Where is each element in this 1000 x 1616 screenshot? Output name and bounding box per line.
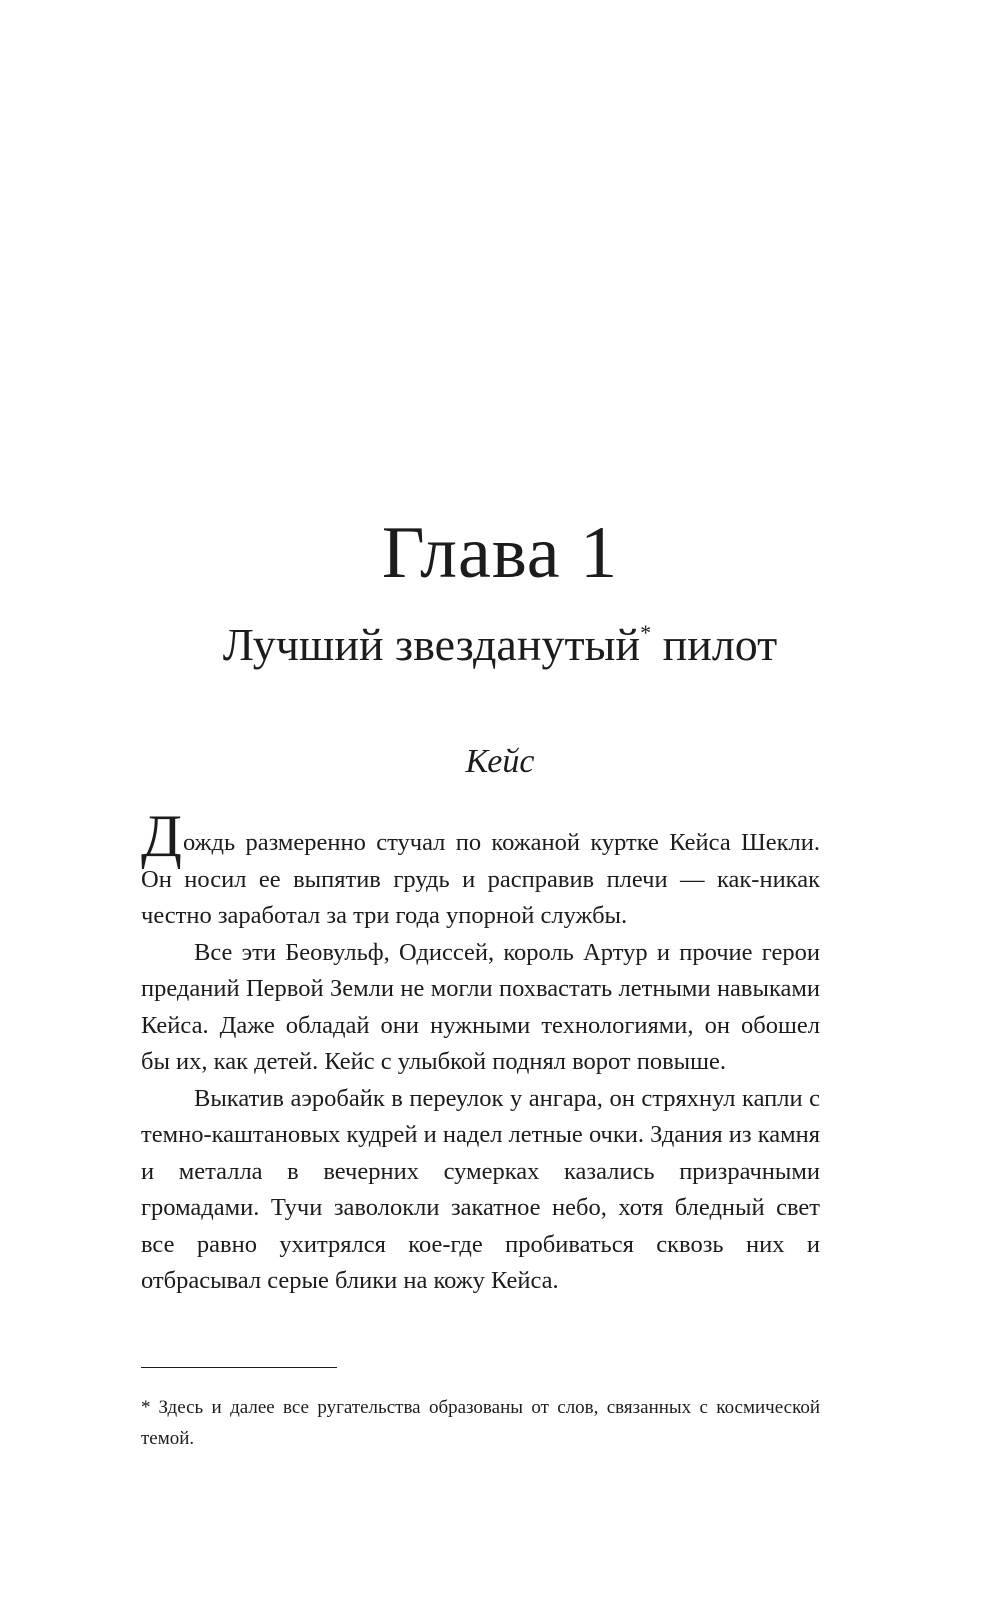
footnote-reference[interactable]: * bbox=[640, 620, 652, 645]
paragraph-2: Все эти Беовульф, Одиссей, король Артур и прочие герои преданий Первой Земли не могли похвастать летными навыками Кейса. Даже обладай они нужными технологиями, он обошел бы их, как детей. Кейс с улыбкой поднял ворот повыше. bbox=[141, 938, 820, 1075]
footnote bbox=[141, 1392, 820, 1454]
chapter-heading: Глава 1 bbox=[381, 512, 619, 594]
pov-character-name: Кейс bbox=[465, 743, 535, 780]
paragraph-3: Выкатив аэробайк в переулок у ангара, он стряхнул капли с темно-каштановых кудрей и надел летные очки. Здания из камня и металла в вечерних сумерках казались призрачными громадами. Тучи заволокли закатное небо, хотя бледный свет все равно ухитрялся кое-где пробиваться сквозь них и отбрасывал серые блики на кожу Кейса. bbox=[141, 1084, 820, 1294]
paragraph-1 bbox=[141, 803, 820, 935]
footnote-text: Здесь и далее все ругательства образованы от слов, связанных с космической темой. bbox=[141, 1397, 820, 1449]
footnote-mark: * bbox=[141, 1397, 151, 1418]
body-text bbox=[141, 803, 820, 1300]
chapter-title bbox=[0, 616, 1000, 674]
footnote-divider bbox=[141, 1367, 337, 1368]
chapter-title-text-end: пилот bbox=[651, 619, 778, 670]
drop-cap: Д bbox=[141, 803, 182, 869]
chapter-title-text: Лучший звезданутый bbox=[222, 619, 641, 670]
paragraph-1-text: ождь размеренно стучал по кожаной куртке Кейса Шекли. Он носил ее выпятив грудь и расправив плечи — как-никак честно заработал за три года упорной службы. bbox=[141, 829, 820, 929]
